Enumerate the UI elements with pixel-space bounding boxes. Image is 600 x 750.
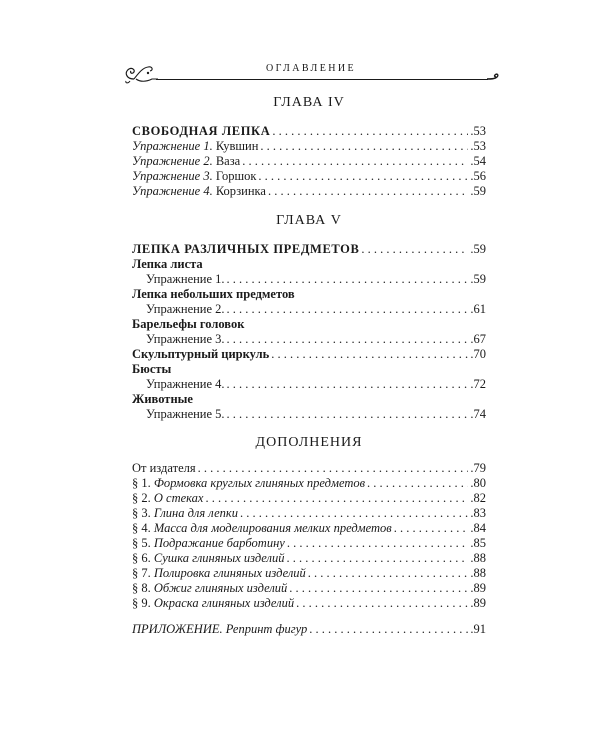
toc-group-heading[interactable]: [132, 317, 486, 332]
dot-leader: [394, 521, 469, 536]
page-number: .83: [470, 506, 486, 520]
toc-entry-label: [132, 581, 287, 596]
page-number: .53: [470, 139, 486, 153]
section-number: § 4.: [132, 521, 151, 535]
page-number: .88: [470, 566, 486, 580]
dot-leader: [367, 476, 468, 491]
page-number: .61: [470, 302, 486, 316]
toc-entry-label: Упражнение 2.: [146, 302, 225, 316]
page-number: .59: [470, 272, 486, 286]
toc-entry-label: Упражнение 3.: [146, 332, 225, 346]
toc-entry[interactable]: [132, 184, 486, 199]
dot-leader: [268, 184, 468, 199]
dot-leader: [227, 302, 469, 317]
toc-entry-label: [132, 536, 285, 551]
toc-group-heading[interactable]: [132, 287, 486, 302]
toc-entry[interactable]: [132, 302, 486, 317]
dot-leader: [289, 581, 468, 596]
dot-leader: [287, 536, 469, 551]
toc-entry[interactable]: [132, 491, 486, 506]
dot-leader: [258, 169, 468, 184]
toc-entry[interactable]: [132, 581, 486, 596]
exercise-number: Упражнение 3.: [132, 169, 213, 183]
header-rule: [156, 79, 488, 80]
toc-entry[interactable]: [132, 521, 486, 536]
toc-entry-label: От издателя: [132, 461, 196, 475]
section-title: О стеках: [150, 491, 204, 505]
toc-group-heading[interactable]: [132, 257, 486, 272]
toc-entry-label: [132, 506, 238, 521]
header-title: ОГЛАВЛЕНИЕ: [266, 63, 356, 74]
section-number: § 7.: [132, 566, 151, 580]
page-number: .59: [470, 242, 486, 256]
dot-leader: [271, 347, 468, 362]
dot-leader: [227, 332, 469, 347]
toc-entry[interactable]: [132, 124, 486, 139]
exercise-title: Ваза: [212, 154, 241, 168]
exercise-title: Кувшин: [212, 139, 259, 153]
exercise-number: Упражнение 2.: [132, 154, 213, 168]
section-title: Формовка круглых глиняных предметов: [150, 476, 366, 490]
section-number: § 5.: [132, 536, 151, 550]
dot-leader: [205, 491, 468, 506]
section-title: Глина для лепки: [150, 506, 238, 520]
toc-group-heading[interactable]: [132, 362, 486, 377]
section-title: Окраска глиняных изделий: [150, 596, 295, 610]
toc-entry[interactable]: [132, 536, 486, 551]
toc-entry-label: ЛЕПКА РАЗЛИЧНЫХ ПРЕДМЕТОВ: [132, 242, 360, 256]
page-number: .84: [470, 521, 486, 535]
section-title: Сушка глиняных изделий: [150, 551, 285, 565]
section-number: § 2.: [132, 491, 151, 505]
running-header: [122, 62, 500, 86]
toc-entry-label: Бюсты: [132, 362, 172, 376]
dot-leader: [272, 124, 468, 139]
page-number: .80: [470, 476, 486, 490]
toc-group-heading[interactable]: [132, 392, 486, 407]
page-number: .79: [470, 461, 486, 475]
dot-leader: [296, 596, 468, 611]
section-number: § 3.: [132, 506, 151, 520]
chapter-4-toc: [132, 124, 486, 199]
dot-leader: [287, 551, 469, 566]
page-number: .53: [470, 124, 486, 138]
dot-leader: [227, 407, 469, 422]
toc-entry-label: [132, 622, 307, 637]
toc-entry[interactable]: [132, 139, 486, 154]
toc-entry-label: Барельефы головок: [132, 317, 245, 331]
toc-entry-label: Упражнение 1.: [146, 272, 225, 286]
section-number: § 1.: [132, 476, 151, 490]
section-number: § 6.: [132, 551, 151, 565]
toc-entry-label: [132, 184, 266, 199]
toc-entry[interactable]: [132, 476, 486, 491]
chapter-4-heading: ГЛАВА IV: [273, 95, 345, 110]
page-number: .89: [470, 596, 486, 610]
dot-leader: [227, 272, 469, 287]
section-number: § 9.: [132, 596, 151, 610]
toc-entry-label: [132, 154, 240, 169]
page-number: .72: [470, 377, 486, 391]
toc-entry-label: СВОБОДНАЯ ЛЕПКА: [132, 124, 271, 138]
toc-entry-label: [132, 551, 285, 566]
appendix-label: ПРИЛОЖЕНИЕ.: [132, 622, 223, 636]
page-number: .67: [470, 332, 486, 346]
page-number: .85: [470, 536, 486, 550]
appendix-title: Репринт фигур: [222, 622, 308, 636]
exercise-title: Корзинка: [212, 184, 266, 198]
toc-entry-label: [132, 521, 392, 536]
appendix-toc: [132, 622, 486, 637]
page-number: .82: [470, 491, 486, 505]
exercise-number: Упражнение 1.: [132, 139, 213, 153]
toc-entry[interactable]: [132, 551, 486, 566]
page-number: .70: [470, 347, 486, 361]
page-number: .56: [470, 169, 486, 183]
page-number: .88: [470, 551, 486, 565]
page-number: .59: [470, 184, 486, 198]
section-number: § 8.: [132, 581, 151, 595]
section-title: Полировка глиняных изделий: [150, 566, 306, 580]
dot-leader: [308, 566, 469, 581]
exercise-number: Упражнение 4.: [132, 184, 213, 198]
dot-leader: [260, 139, 468, 154]
supplements-heading: ДОПОЛНЕНИЯ: [255, 435, 363, 450]
toc-entry-label: [132, 139, 258, 154]
page-number: .91: [470, 622, 486, 636]
toc-entry[interactable]: [132, 461, 486, 476]
toc-entry[interactable]: [132, 506, 486, 521]
exercise-title: Горшок: [212, 169, 257, 183]
dot-leader: [242, 154, 468, 169]
toc-entry-appendix[interactable]: [132, 622, 486, 637]
toc-entry-label: Упражнение 4.: [146, 377, 225, 391]
page-number: .74: [470, 407, 486, 421]
toc-entry[interactable]: [132, 407, 486, 422]
toc-entry[interactable]: [132, 154, 486, 169]
toc-entry[interactable]: [132, 169, 486, 184]
supplements-toc: [132, 461, 486, 611]
toc-entry[interactable]: [132, 347, 486, 362]
end-curl-ornament-icon: [486, 73, 500, 83]
dot-leader: [361, 242, 468, 257]
toc-entry[interactable]: [132, 332, 486, 347]
toc-entry-label: Лепка небольших предметов: [132, 287, 295, 301]
toc-entry-label: [132, 491, 203, 506]
toc-entry[interactable]: [132, 377, 486, 392]
toc-entry-label: Животные: [132, 392, 193, 406]
toc-entry[interactable]: [132, 242, 486, 257]
section-title: Обжиг глиняных изделий: [150, 581, 288, 595]
toc-entry-label: [132, 596, 294, 611]
page-number: .89: [470, 581, 486, 595]
dot-leader: [227, 377, 469, 392]
dot-leader: [198, 461, 469, 476]
section-title: Подражание барботину: [150, 536, 285, 550]
page-number: .54: [470, 154, 486, 168]
toc-entry-label: [132, 169, 256, 184]
toc-entry-label: [132, 476, 365, 491]
dot-leader: [240, 506, 468, 521]
toc-entry-label: Лепка листа: [132, 257, 203, 271]
section-title: Масса для моделирования мелких предметов: [150, 521, 392, 535]
toc-entry-label: [132, 566, 306, 581]
chapter-5-toc: [132, 242, 486, 422]
toc-entry-label: Скульптурный циркуль: [132, 347, 270, 361]
chapter-5-heading: ГЛАВА V: [276, 213, 342, 228]
toc-entry[interactable]: [132, 596, 486, 611]
toc-entry[interactable]: [132, 566, 486, 581]
toc-entry[interactable]: [132, 272, 486, 287]
toc-entry-label: Упражнение 5.: [146, 407, 225, 421]
dot-leader: [309, 622, 468, 637]
